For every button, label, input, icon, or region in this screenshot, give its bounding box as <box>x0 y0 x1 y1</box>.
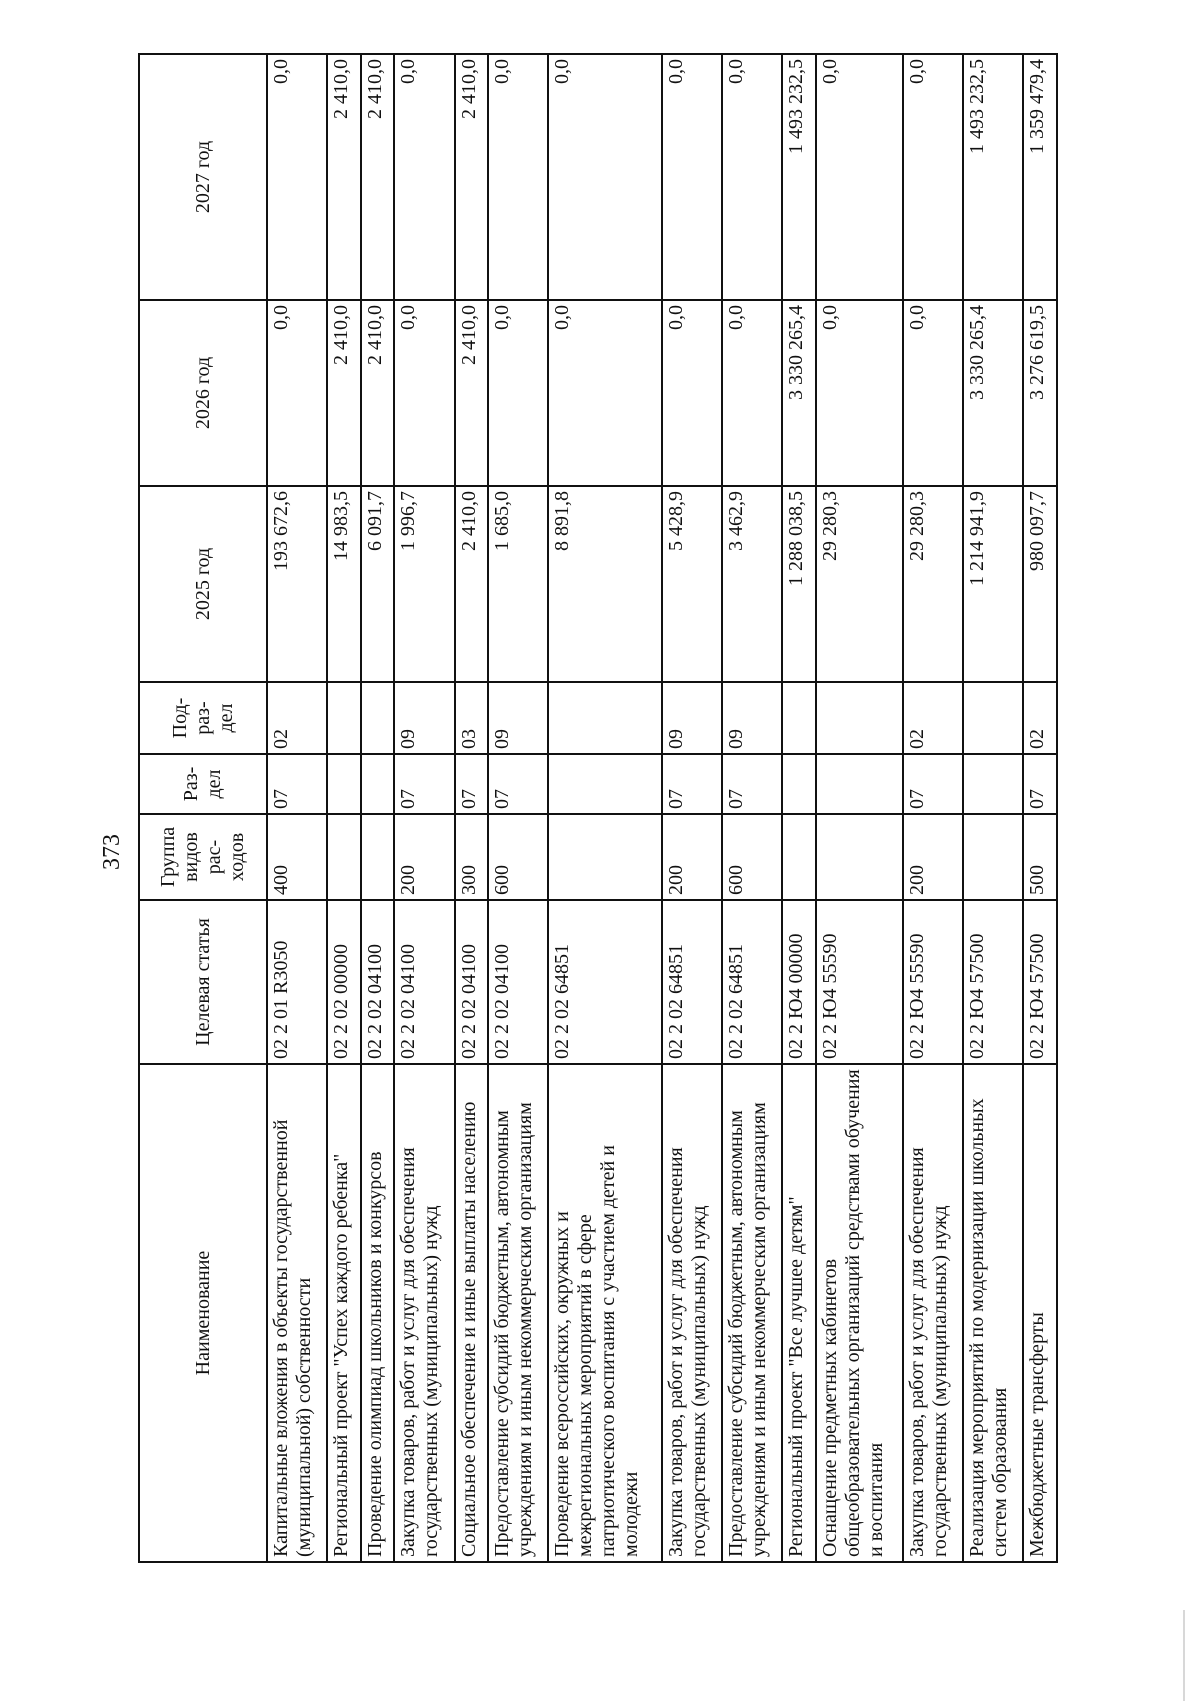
cell-section <box>361 754 395 814</box>
cell-subsection <box>816 682 903 754</box>
cell-name: Социальное обеспечение и иные выплаты населению <box>455 1064 489 1562</box>
cell-section: 07 <box>267 754 327 814</box>
cell-subsection: 09 <box>722 682 782 754</box>
cell-2025: 1 685,0 <box>488 486 548 682</box>
cell-section: 07 <box>394 754 454 814</box>
cell-2025: 29 280,3 <box>903 486 963 682</box>
cell-2025: 6 091,7 <box>361 486 395 682</box>
cell-2026: 0,0 <box>267 300 327 486</box>
cell-2027: 1 359 479,4 <box>1023 54 1057 300</box>
cell-name: Реализация мероприятий по модернизации школьных систем образования <box>963 1064 1023 1562</box>
cell-section: 07 <box>722 754 782 814</box>
cell-2027: 2 410,0 <box>327 54 361 300</box>
cell-section: 07 <box>662 754 722 814</box>
cell-section: 07 <box>903 754 963 814</box>
cell-2025: 5 428,9 <box>662 486 722 682</box>
cell-2027: 1 493 232,5 <box>782 54 816 300</box>
cell-group <box>963 814 1023 900</box>
cell-2025: 3 462,9 <box>722 486 782 682</box>
cell-subsection <box>327 682 361 754</box>
cell-2027: 2 410,0 <box>361 54 395 300</box>
cell-group <box>782 814 816 900</box>
header-subsection: Под-раз-дел <box>139 682 267 754</box>
cell-subsection <box>963 682 1023 754</box>
cell-2026: 3 330 265,4 <box>963 300 1023 486</box>
cell-target: 02 2 Ю4 57500 <box>963 900 1023 1064</box>
cell-2026: 0,0 <box>488 300 548 486</box>
table-row <box>548 54 662 1562</box>
cell-target: 02 2 01 R3050 <box>267 900 327 1064</box>
cell-section <box>816 754 903 814</box>
cell-2025: 29 280,3 <box>816 486 903 682</box>
cell-2027: 0,0 <box>816 54 903 300</box>
cell-name: Региональный проект "Успех каждого ребенка" <box>327 1064 361 1562</box>
cell-name: Проведение олимпиад школьников и конкурсов <box>361 1064 395 1562</box>
cell-2025: 1 996,7 <box>394 486 454 682</box>
cell-2027: 1 493 232,5 <box>963 54 1023 300</box>
cell-name: Закупка товаров, работ и услуг для обеспечения государственных (муниципальных) нужд <box>394 1064 454 1562</box>
cell-2025: 980 097,7 <box>1023 486 1057 682</box>
header-2026: 2026 год <box>139 300 267 486</box>
cell-section <box>548 754 662 814</box>
cell-section: 07 <box>455 754 489 814</box>
cell-name: Предоставление субсидий бюджетным, автономным учреждениям и иным некоммерческим организациям <box>722 1064 782 1562</box>
cell-subsection <box>782 682 816 754</box>
cell-2026: 0,0 <box>548 300 662 486</box>
cell-2026: 3 276 619,5 <box>1023 300 1057 486</box>
header-2025: 2025 год <box>139 486 267 682</box>
scan-edge-line <box>1183 1610 1185 1701</box>
cell-2025: 8 891,8 <box>548 486 662 682</box>
cell-group <box>816 814 903 900</box>
cell-2027: 2 410,0 <box>455 54 489 300</box>
header-section: Раз-дел <box>139 754 267 814</box>
cell-target: 02 2 Ю4 55590 <box>816 900 903 1064</box>
table-row <box>361 54 395 1562</box>
cell-target: 02 2 02 04100 <box>394 900 454 1064</box>
cell-2025: 2 410,0 <box>455 486 489 682</box>
header-name: Наименование <box>139 1064 267 1562</box>
cell-2025: 1 288 038,5 <box>782 486 816 682</box>
cell-2027: 0,0 <box>722 54 782 300</box>
cell-group: 600 <box>488 814 548 900</box>
cell-group: 200 <box>903 814 963 900</box>
cell-subsection <box>361 682 395 754</box>
cell-name: Капитальные вложения в объекты государственной (муниципальной) собственности <box>267 1064 327 1562</box>
cell-group: 200 <box>662 814 722 900</box>
cell-2027: 0,0 <box>548 54 662 300</box>
cell-target: 02 2 Ю4 57500 <box>1023 900 1057 1064</box>
cell-subsection: 09 <box>662 682 722 754</box>
table-row <box>963 54 1023 1562</box>
cell-target: 02 2 02 04100 <box>455 900 489 1064</box>
cell-2025: 193 672,6 <box>267 486 327 682</box>
cell-group <box>361 814 395 900</box>
cell-subsection: 02 <box>903 682 963 754</box>
cell-2026: 0,0 <box>662 300 722 486</box>
cell-2027: 0,0 <box>488 54 548 300</box>
cell-section <box>963 754 1023 814</box>
header-row <box>139 54 267 1562</box>
cell-name: Региональный проект "Все лучшее детям" <box>782 1064 816 1562</box>
cell-section: 07 <box>488 754 548 814</box>
cell-group: 300 <box>455 814 489 900</box>
cell-target: 02 2 02 64851 <box>662 900 722 1064</box>
cell-subsection: 02 <box>1023 682 1057 754</box>
table-row <box>394 54 454 1562</box>
cell-name: Закупка товаров, работ и услуг для обеспечения государственных (муниципальных) нужд <box>662 1064 722 1562</box>
cell-target: 02 2 02 04100 <box>488 900 548 1064</box>
cell-2026: 2 410,0 <box>455 300 489 486</box>
cell-name: Оснащение предметных кабинетов общеобразовательных организаций средствами обучения и воспитания <box>816 1064 903 1562</box>
cell-group <box>548 814 662 900</box>
table-row <box>722 54 782 1562</box>
cell-subsection: 09 <box>394 682 454 754</box>
cell-2026: 3 330 265,4 <box>782 300 816 486</box>
cell-subsection <box>548 682 662 754</box>
cell-2026: 2 410,0 <box>361 300 395 486</box>
header-group: Группа видов рас-ходов <box>139 814 267 900</box>
cell-group <box>327 814 361 900</box>
cell-name: Проведение всероссийских, окружных и межрегиональных мероприятий в сфере патриотического воспитания с участием детей и молодежи <box>548 1064 662 1562</box>
table-row <box>455 54 489 1562</box>
cell-2027: 0,0 <box>267 54 327 300</box>
table-row <box>327 54 361 1562</box>
cell-group: 200 <box>394 814 454 900</box>
cell-group: 600 <box>722 814 782 900</box>
cell-target: 02 2 02 64851 <box>722 900 782 1064</box>
cell-2027: 0,0 <box>662 54 722 300</box>
cell-section <box>327 754 361 814</box>
cell-name: Предоставление субсидий бюджетным, автономным учреждениям и иным некоммерческим организациям <box>488 1064 548 1562</box>
cell-group: 400 <box>267 814 327 900</box>
table-row <box>782 54 816 1562</box>
cell-2025: 1 214 941,9 <box>963 486 1023 682</box>
table-row <box>662 54 722 1562</box>
cell-2026: 0,0 <box>903 300 963 486</box>
header-2027: 2027 год <box>139 54 267 300</box>
rotated-table-container <box>138 55 1058 1563</box>
cell-target: 02 2 Ю4 00000 <box>782 900 816 1064</box>
cell-target: 02 2 02 00000 <box>327 900 361 1064</box>
budget-table <box>138 53 1058 1563</box>
cell-2026: 0,0 <box>722 300 782 486</box>
table-row <box>267 54 327 1562</box>
cell-2027: 0,0 <box>903 54 963 300</box>
cell-subsection: 02 <box>267 682 327 754</box>
cell-target: 02 2 02 64851 <box>548 900 662 1064</box>
cell-group: 500 <box>1023 814 1057 900</box>
cell-section: 07 <box>1023 754 1057 814</box>
cell-target: 02 2 Ю4 55590 <box>903 900 963 1064</box>
cell-2026: 2 410,0 <box>327 300 361 486</box>
cell-name: Закупка товаров, работ и услуг для обеспечения государственных (муниципальных) нужд <box>903 1064 963 1562</box>
table-row <box>903 54 963 1562</box>
table-row <box>1023 54 1057 1562</box>
cell-2027: 0,0 <box>394 54 454 300</box>
cell-name: Межбюджетные трансферты <box>1023 1064 1057 1562</box>
cell-2026: 0,0 <box>816 300 903 486</box>
table-row <box>488 54 548 1562</box>
header-target: Целевая статья <box>139 900 267 1064</box>
cell-2025: 14 983,5 <box>327 486 361 682</box>
cell-subsection: 09 <box>488 682 548 754</box>
cell-section <box>782 754 816 814</box>
cell-target: 02 2 02 04100 <box>361 900 395 1064</box>
cell-subsection: 03 <box>455 682 489 754</box>
table-row <box>816 54 903 1562</box>
page-number: 373 <box>99 834 125 870</box>
cell-2026: 0,0 <box>394 300 454 486</box>
